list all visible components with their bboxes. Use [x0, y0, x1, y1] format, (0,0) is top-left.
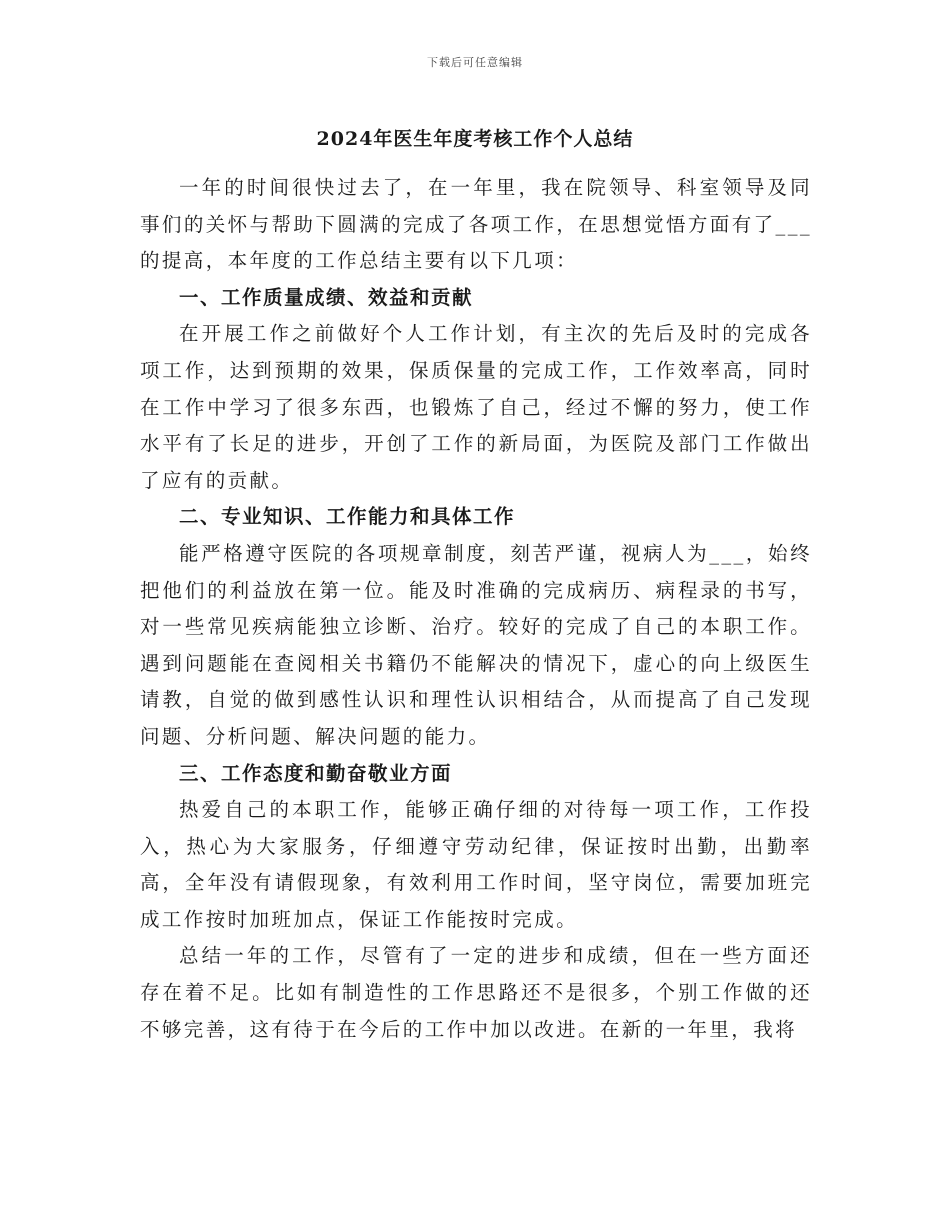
section-heading-2: 二、专业知识、工作能力和具体工作	[179, 505, 516, 529]
header-note: 下载后可任意编辑	[427, 56, 523, 69]
section-1-paragraph: 在开展工作之前做好个人工作计划，有主次的先后及时的完成各项工作，达到预期的效果，保质保量的完成工作，工作效率高，同时在工作中学习了很多东西，也锻炼了自己，经过不懈的努力，使工作水平有了长足的进步，开创了工作的新局面，为医院及部门工作做出了应有的贡献。	[140, 322, 812, 492]
section-heading-3: 三、工作态度和勤奋敬业方面	[179, 761, 453, 785]
document-body	[140, 170, 812, 1048]
section-2-paragraph: 能严格遵守医院的各项规章制度，刻苦严谨，视病人为___，始终把他们的利益放在第一位。能及时准确的完成病历、病程录的书写，对一些常见疾病能独立诊断、治疗。较好的完成了自己的本职工作。遇到问题能在查阅相关书籍仍不能解决的情况下，虚心的向上级医生请教，自觉的做到感性认识和理性认识相结合，从而提高了自己发现问题、分析问题、解决问题的能力。	[140, 541, 812, 748]
document-title: 2024年医生年度考核工作个人总结	[316, 128, 634, 150]
section-3-paragraph: 热爱自己的本职工作，能够正确仔细的对待每一项工作，工作投入，热心为大家服务，仔细遵守劳动纪律，保证按时出勤，出勤率高，全年没有请假现象，有效利用工作时间，坚守岗位，需要加班完成工作按时加班加点，保证工作能按时完成。	[140, 798, 812, 931]
section-heading-1: 一、工作质量成绩、效益和贡献	[179, 285, 474, 309]
summary-paragraph: 总结一年的工作，尽管有了一定的进步和成绩，但在一些方面还存在着不足。比如有制造性的工作思路还不是很多，个别工作做的还不够完善，这有待于在今后的工作中加以改进。在新的一年里，我将	[140, 944, 812, 1041]
intro-paragraph: 一年的时间很快过去了，在一年里，我在院领导、科室领导及同事们的关怀与帮助下圆满的完成了各项工作，在思想觉悟方面有了___的提高，本年度的工作总结主要有以下几项：	[140, 176, 812, 273]
